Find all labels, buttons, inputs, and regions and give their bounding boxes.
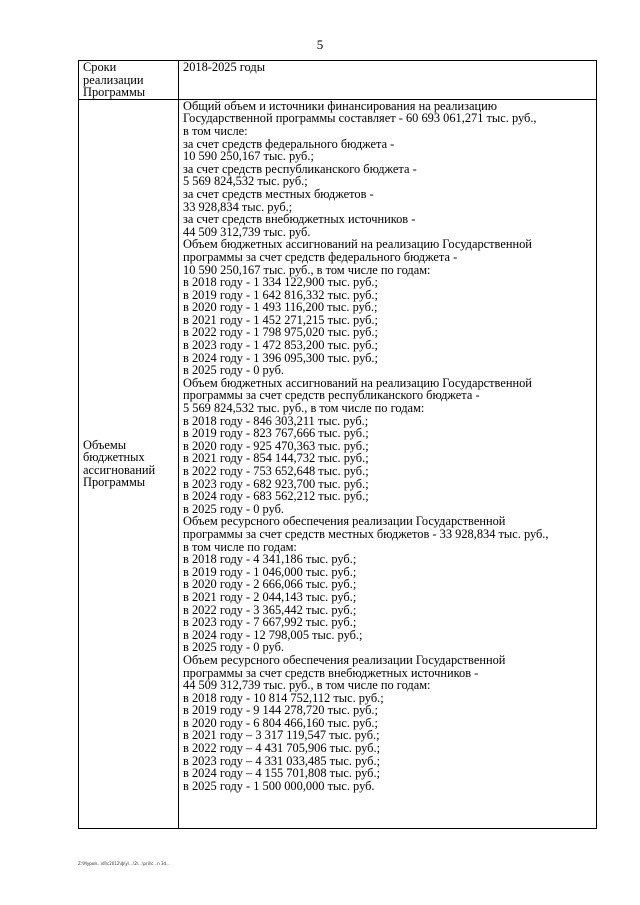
- financing-line: в 2018 году - 4 341,186 тыс. руб.;: [183, 552, 357, 567]
- financing-line: в 2021 году – 3 317 119,547 тыс. руб.;: [183, 728, 380, 743]
- financing-text: [183, 100, 592, 793]
- financing-line: в том числе:: [183, 123, 248, 138]
- label-line: ассигнований: [83, 462, 156, 477]
- label-line: Сроки: [83, 60, 117, 74]
- financing-line: в 2025 году - 0 руб.: [183, 640, 285, 655]
- financing-line: Объем бюджетных ассигнований на реализацию Государственной: [183, 237, 532, 252]
- financing-line: в 2025 году - 1 500 000,000 тыс. руб.: [183, 778, 375, 793]
- financing-line: за счет средств федерального бюджета -: [183, 136, 395, 151]
- financing-line: в 2023 году - 7 667,992 тыс. руб.;: [183, 615, 357, 630]
- financing-line: Государственной программы составляет - 60 693 061,271 тыс. руб.,: [183, 111, 537, 126]
- financing-line: в 2024 году - 683 562,212 тыс. руб.;: [183, 489, 369, 504]
- label-line: Программы: [83, 475, 146, 490]
- financing-line: в 2020 году - 925 470,363 тыс. руб.;: [183, 438, 369, 453]
- table-row: [79, 61, 597, 100]
- financing-line: в 2018 году - 1 334 122,900 тыс. руб.;: [183, 275, 378, 290]
- financing-line: в 2025 году - 0 руб.: [183, 363, 285, 378]
- label-line: Программы: [83, 85, 146, 100]
- value-cell-volumes: [179, 99, 597, 828]
- financing-line: в 2021 году - 2 044,143 тыс. руб.;: [183, 589, 357, 604]
- financing-line: в 2022 году – 4 431 705,906 тыс. руб.;: [183, 741, 381, 756]
- financing-line: в 2020 году - 1 493 116,200 тыс. руб.;: [183, 300, 378, 315]
- financing-line: 33 928,834 тыс. руб.;: [183, 199, 293, 214]
- label-line: реализации: [83, 72, 144, 87]
- financing-line: в том числе по годам:: [183, 539, 297, 554]
- footer-file-path: Z:\Мурой...\dl\с2012\ф\у\...\2\...\pril\с...n 3d...: [78, 861, 170, 866]
- financing-line: за счет средств внебюджетных источников -: [183, 212, 416, 227]
- financing-line: Объем ресурсного обеспечения реализации Государственной: [183, 514, 506, 529]
- financing-line: в 2020 году - 2 666,066 тыс. руб.;: [183, 577, 357, 592]
- financing-line: за счет средств республиканского бюджета -: [183, 161, 417, 176]
- financing-line: в 2019 году - 9 144 278,720 тыс. руб.;: [183, 703, 378, 718]
- financing-line: в 2019 году - 1 642 816,332 тыс. руб.;: [183, 287, 378, 302]
- financing-line: 10 590 250,167 тыс. руб.;: [183, 149, 314, 164]
- value-cell-period: [179, 61, 597, 100]
- financing-line: в 2022 году - 753 652,648 тыс. руб.;: [183, 464, 369, 478]
- financing-line: в 2018 году - 10 814 752,112 тыс. руб.;: [183, 690, 384, 705]
- financing-line: за счет средств местных бюджетов -: [183, 186, 374, 201]
- financing-line: программы за счет средств местных бюджетов - 33 928,834 тыс. руб.,: [183, 526, 549, 541]
- financing-line: в 2025 году - 0 руб.: [183, 501, 285, 516]
- financing-line: в 2019 году - 823 767,666 тыс. руб.;: [183, 426, 369, 441]
- financing-line: программы за счет средств республиканского бюджета -: [183, 388, 480, 403]
- financing-line: в 2020 году - 6 804 466,160 тыс. руб.;: [183, 715, 378, 730]
- financing-line: 44 509 312,739 тыс. руб., в том числе по годам:: [183, 678, 431, 693]
- page-number: 5: [316, 37, 324, 52]
- table-row: [79, 99, 597, 828]
- financing-line: Общий объем и источники финансирования на реализацию: [183, 98, 498, 113]
- financing-line: в 2024 году - 1 396 095,300 тыс. руб.;: [183, 350, 378, 365]
- financing-line: в 2024 году – 4 155 701,808 тыс. руб.;: [183, 766, 381, 781]
- label-cell-volumes: [79, 99, 179, 828]
- label-cell-period: [79, 61, 179, 100]
- financing-line: 44 509 312,739 тыс. руб.: [183, 224, 311, 239]
- program-passport-table: [78, 60, 597, 829]
- financing-line: программы за счет средств внебюджетных источников -: [183, 665, 479, 680]
- financing-line: Объем ресурсного обеспечения реализации Государственной: [183, 652, 506, 667]
- label-line: Объемы: [83, 437, 127, 452]
- financing-line: в 2023 году - 1 472 853,200 тыс. руб.;: [183, 338, 378, 353]
- financing-line: в 2023 году - 682 923,700 тыс. руб.;: [183, 476, 369, 491]
- financing-line: 10 590 250,167 тыс. руб., в том числе по годам:: [183, 262, 431, 277]
- financing-line: Объем бюджетных ассигнований на реализацию Государственной: [183, 375, 532, 390]
- financing-line: 5 569 824,532 тыс. руб., в том числе по годам:: [183, 401, 425, 416]
- financing-line: в 2022 году - 1 798 975,020 тыс. руб.;: [183, 325, 378, 340]
- financing-line: в 2024 году - 12 798,005 тыс. руб.;: [183, 627, 363, 642]
- financing-line: в 2019 году - 1 046,000 тыс. руб.;: [183, 564, 357, 579]
- financing-line: в 2022 году - 3 365,442 тыс. руб.;: [183, 602, 357, 617]
- label-line: бюджетных: [83, 450, 145, 465]
- period-value: 2018-2025 годы: [183, 60, 266, 74]
- financing-line: в 2021 году - 1 452 271,215 тыс. руб.;: [183, 312, 378, 327]
- financing-line: в 2021 году - 854 144,732 тыс. руб.;: [183, 451, 369, 466]
- financing-line: программы за счет средств федерального бюджета -: [183, 249, 458, 264]
- financing-line: в 2023 году – 4 331 033,485 тыс. руб.;: [183, 753, 381, 768]
- financing-line: 5 569 824,532 тыс. руб.;: [183, 174, 308, 189]
- financing-line: в 2018 году - 846 303,211 тыс. руб.;: [183, 413, 369, 428]
